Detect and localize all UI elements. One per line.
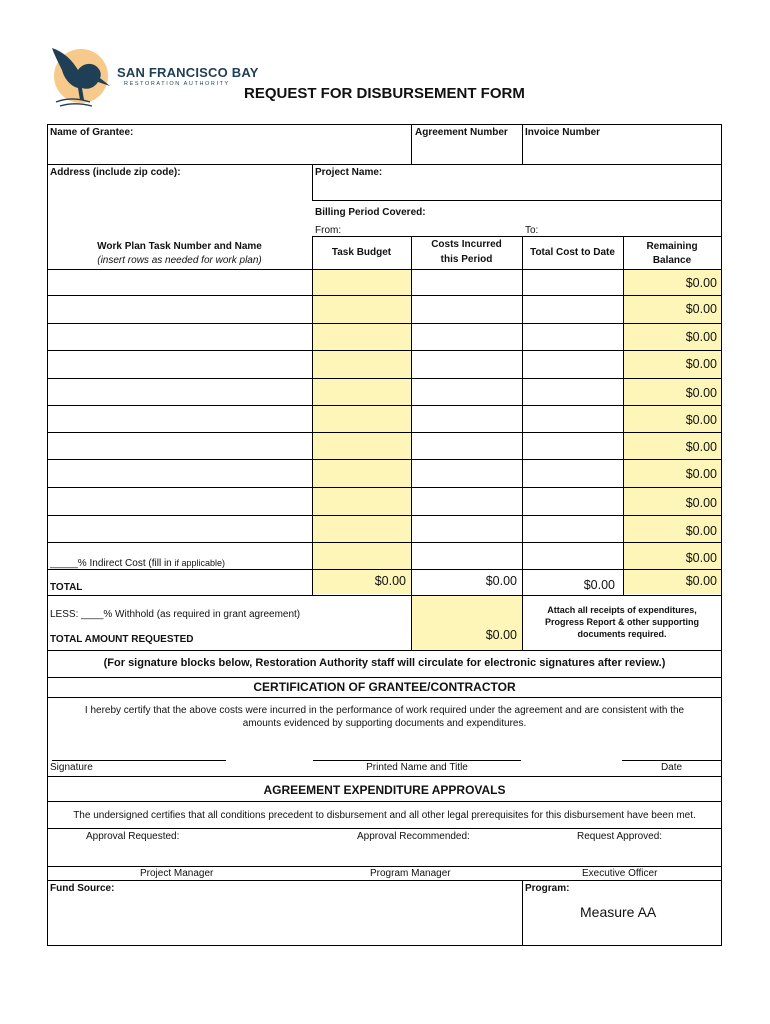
total-requested-amount: $0.00 xyxy=(485,628,517,642)
program-label: Program: xyxy=(525,883,570,894)
approval-recommended-label: Approval Recommended: xyxy=(357,831,470,842)
grantee-label: Name of Grantee: xyxy=(50,127,134,138)
program-value: Measure AA xyxy=(580,904,657,920)
certification-text-1: I hereby certify that the above costs were incurred in the performance of work required under the agreement and are consistent with the xyxy=(84,705,685,716)
row-balance: $0.00 xyxy=(685,467,717,481)
agreement-number-field[interactable] xyxy=(412,140,521,163)
col-costs-header: Costs Incurred xyxy=(431,239,502,250)
row-balance: $0.00 xyxy=(685,276,717,290)
address-label: Address (include zip code): xyxy=(50,167,181,178)
row-balance: $0.00 xyxy=(685,330,717,344)
to-label: To: xyxy=(525,225,539,236)
billing-period-label: Billing Period Covered: xyxy=(315,207,426,218)
withhold-label: LESS: ____% Withhold (as required in grant agreement) xyxy=(50,609,301,620)
date-label: Date xyxy=(660,762,683,773)
printed-name-field[interactable] xyxy=(313,740,521,760)
total-to-date: $0.00 xyxy=(583,578,615,592)
approval-requested-signature[interactable] xyxy=(48,844,311,865)
fund-source-field[interactable] xyxy=(48,896,521,944)
attach-note-3: documents required. xyxy=(577,629,667,639)
col-task-subheader: (insert rows as needed for work plan) xyxy=(97,255,262,266)
row-balance: $0.00 xyxy=(685,440,717,454)
col-budget-header: Task Budget xyxy=(331,247,392,258)
indirect-cost-suffix: if applicable) xyxy=(174,558,226,568)
row-balance: $0.00 xyxy=(685,524,717,538)
date-field[interactable] xyxy=(622,740,721,760)
from-label: From: xyxy=(315,225,342,236)
indirect-cost-prefix: _____% Indirect Cost (fill in xyxy=(50,558,172,569)
grantee-name-field[interactable] xyxy=(48,140,410,163)
approvals-text: The undersigned certifies that all conditions precedent to disbursement and all other legal prerequisites for this disbursement have been met. xyxy=(73,810,696,821)
row-balance: $0.00 xyxy=(685,413,717,427)
col-remaining-subheader: Balance xyxy=(652,255,692,266)
row-balance: $0.00 xyxy=(685,386,717,400)
col-costs-subheader: this Period xyxy=(440,254,493,265)
approval-requested-label: Approval Requested: xyxy=(86,831,180,842)
page-title: REQUEST FOR DISBURSEMENT FORM xyxy=(244,85,525,102)
col-task-header: Work Plan Task Number and Name xyxy=(97,241,262,252)
signature-field[interactable] xyxy=(52,740,226,760)
executive-officer-label: Executive Officer xyxy=(582,868,658,879)
indirect-cost-label xyxy=(50,559,225,569)
logo-line-2: RESTORATION AUTHORITY xyxy=(124,81,230,87)
signature-label: Signature xyxy=(50,762,93,773)
col-total-header: Total Cost to Date xyxy=(530,247,615,258)
total-label: TOTAL xyxy=(50,582,83,593)
agreement-number-label: Agreement Number xyxy=(415,127,508,138)
indirect-balance: $0.00 xyxy=(685,551,717,565)
certification-heading: CERTIFICATION OF GRANTEE/CONTRACTOR xyxy=(253,680,516,694)
project-manager-label: Project Manager xyxy=(140,868,214,879)
attach-note-2: Progress Report & other supporting xyxy=(544,617,699,627)
fund-source-label: Fund Source: xyxy=(50,883,115,894)
address-field[interactable] xyxy=(48,180,311,235)
project-name-field[interactable] xyxy=(313,180,720,199)
row-balance: $0.00 xyxy=(685,496,717,510)
invoice-number-field[interactable] xyxy=(523,140,720,163)
attach-note-1: Attach all receipts of expenditures, xyxy=(547,605,697,615)
total-budget: $0.00 xyxy=(374,574,406,588)
row-balance: $0.00 xyxy=(685,357,717,371)
row-balance: $0.00 xyxy=(685,302,717,316)
approval-recommended-signature[interactable] xyxy=(313,844,521,865)
col-remaining-header: Remaining xyxy=(646,241,698,252)
total-remaining: $0.00 xyxy=(685,574,717,588)
printed-name-label: Printed Name and Title xyxy=(366,762,468,773)
approvals-heading: AGREEMENT EXPENDITURE APPROVALS xyxy=(263,783,506,797)
signature-note: (For signature blocks below, Restoration Authority staff will circulate for electronic signatures after review.) xyxy=(103,657,666,669)
certification-text-2: amounts evidenced by supporting documents and expenditures. xyxy=(242,718,527,729)
total-costs: $0.00 xyxy=(485,574,517,588)
request-approved-signature[interactable] xyxy=(523,844,720,865)
heron-logo-icon xyxy=(44,42,114,112)
project-name-label: Project Name: xyxy=(315,167,383,178)
request-approved-label: Request Approved: xyxy=(577,831,663,842)
program-manager-label: Program Manager xyxy=(370,868,451,879)
logo xyxy=(44,42,259,112)
logo-line-1: SAN FRANCISCO BAY xyxy=(117,65,259,80)
invoice-number-label: Invoice Number xyxy=(525,127,601,138)
total-requested-label: TOTAL AMOUNT REQUESTED xyxy=(50,634,194,645)
